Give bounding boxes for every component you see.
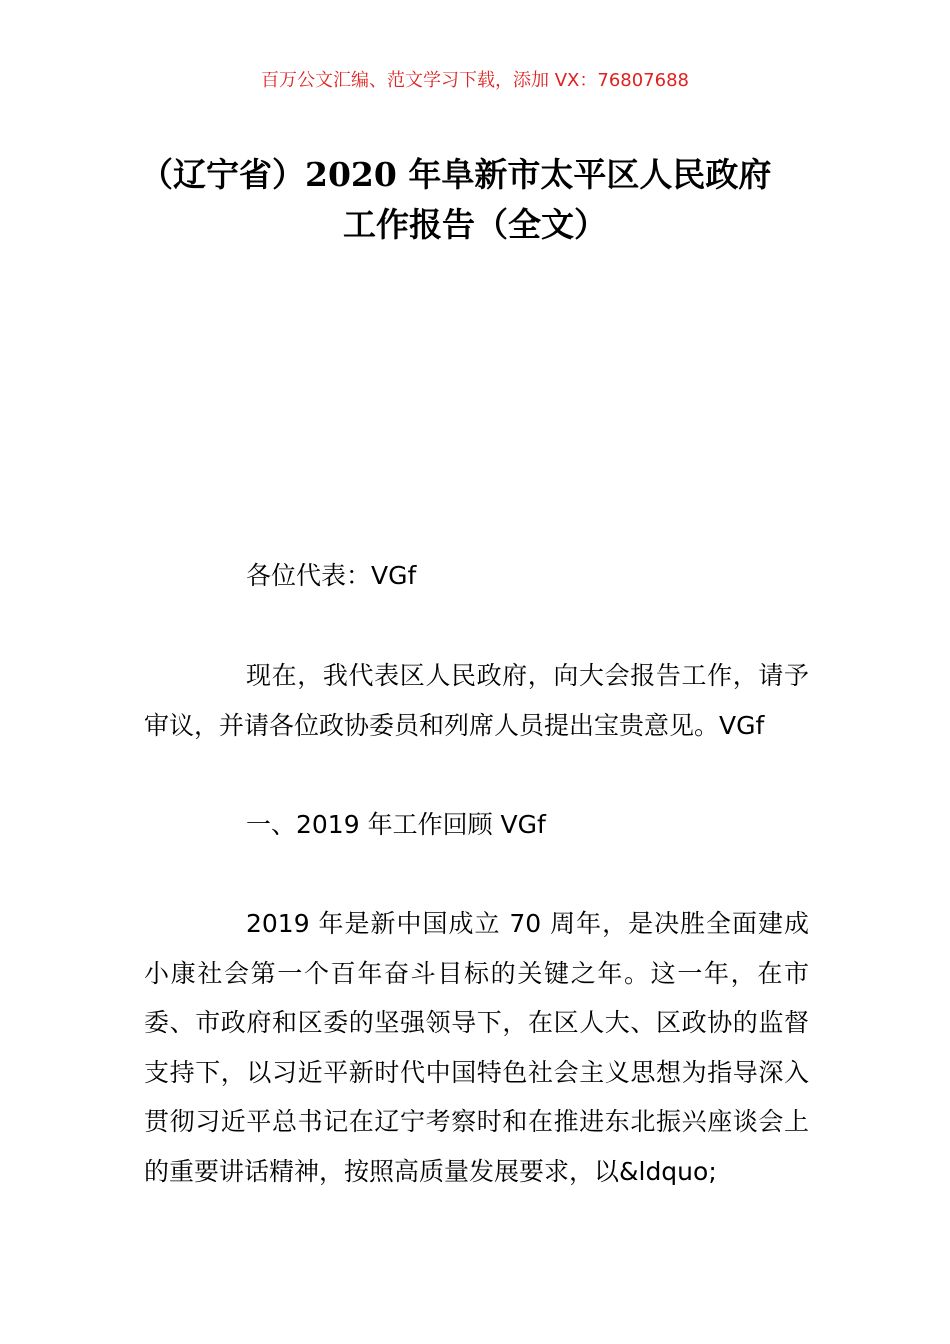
salutation-paragraph: 各位代表：VGf [246, 561, 417, 590]
section-heading-block [144, 800, 809, 850]
review-paragraph: 2019 年是新中国成立 70 周年，是决胜全面建成小康社会第一个百年奋斗目标的关键之年。这一年，在市委、市政府和区委的坚强领导下，在区人大、区政协的监督支持下，以习近平新时代中国特色社会主义思想为指导深入贯彻习近平总书记在辽宁考察时和在推进东北振兴座谈会上的重要讲话精神，按照高质量发展要求，以&ldquo; [144, 909, 809, 1186]
title-line-2: 工作报告（全文） [343, 205, 607, 244]
header-advert-note: 百万公文汇编、范文学习下载，添加 VX：76807688 [261, 70, 689, 91]
review-block [144, 899, 809, 1196]
intro-block [144, 651, 809, 750]
intro-paragraph: 现在，我代表区人民政府，向大会报告工作，请予审议，并请各位政协委员和列席人员提出宝贵意见。VGf [144, 661, 809, 740]
title-line-1: （辽宁省）2020 年阜新市太平区人民政府 [140, 155, 772, 194]
salutation-block [144, 551, 809, 601]
document-title [140, 150, 810, 250]
section-heading: 一、2019 年工作回顾 VGf [246, 810, 546, 839]
